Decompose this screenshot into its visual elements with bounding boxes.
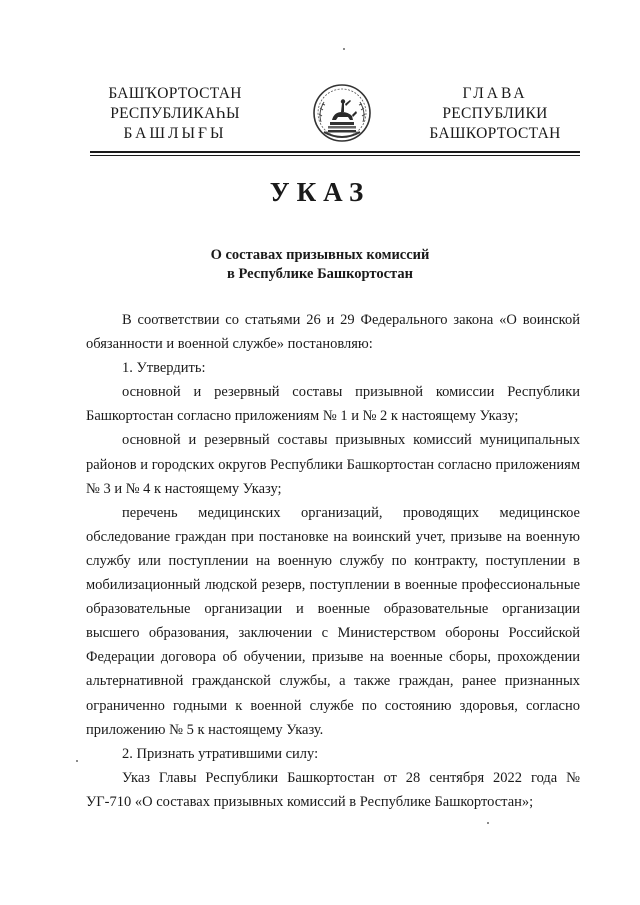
decree-body [86, 308, 580, 814]
item-1-paragraph-3: перечень медицинских организаций, проводящих медицинское обследование граждан при постановке на воинский учет, призыве на военную службу или поступлении на военную службу по контракту, поступлении в мобилизационный людской резерв, поступлении в военные профессиональные образовательные организации и военные образовательные организации высшего образования, заключении с Министерством обороны Российской Федерации договора об обучении, призыве на военные сборы, прохождении альтернативной гражданской службы, а также граждан, ранее признанных ограниченно годными к военной службе по состоянию здоровья, согласно приложению № 5 к настоящему Указу. [86, 504, 580, 738]
scan-speck [343, 48, 345, 50]
header-divider-thick [90, 151, 580, 153]
header-right-line-1: ГЛАВА [462, 85, 528, 102]
preamble-paragraph: В соответствии со статьями 26 и 29 Федерального закона «О воинской обязанности и военной службе» постановляю: [86, 312, 580, 353]
scan-speck [76, 760, 78, 762]
letterhead [90, 84, 580, 148]
document-subject [0, 246, 640, 284]
header-right-line-3: БАШКОРТОСТАН [429, 125, 561, 142]
item-1-paragraph-1: основной и резервный составы призывной комиссии Республики Башкортостан согласно приложениям № 1 и № 2 к настоящему Указу; [86, 384, 580, 425]
header-bashkir-block [90, 84, 260, 144]
header-left-line-3: БАШЛЫҒЫ [123, 125, 227, 142]
item-1-paragraph-2: основной и резервный составы призывных комиссий муниципальных районов и городских округов Республики Башкортостан согласно приложениям № 3 и № 4 к настоящему Указу; [86, 432, 580, 497]
item-2-heading: 2. Признать утратившими силу: [122, 745, 319, 762]
item-1-heading: 1. Утвердить: [122, 360, 206, 377]
document-title: УКАЗ [269, 177, 371, 207]
item-2-paragraph-1: Указ Главы Республики Башкортостан от 28 сентября 2022 года № УГ-710 «О составах призывных комиссий в Республике Башкортостан»; [86, 769, 580, 810]
header-divider-thin [90, 155, 580, 156]
scan-speck [487, 822, 489, 824]
header-left-line-1: БАШҠОРТОСТАН [108, 85, 242, 102]
header-right-line-2: РЕСПУБЛИКИ [442, 105, 548, 122]
header-left-line-2: РЕСПУБЛИКАҺЫ [110, 105, 240, 122]
header-russian-block [410, 84, 580, 144]
coat-of-arms-icon [312, 82, 372, 144]
subject-line-2: в Республике Башкортостан [227, 266, 413, 282]
subject-line-1: О составах призывных комиссий [210, 247, 430, 263]
